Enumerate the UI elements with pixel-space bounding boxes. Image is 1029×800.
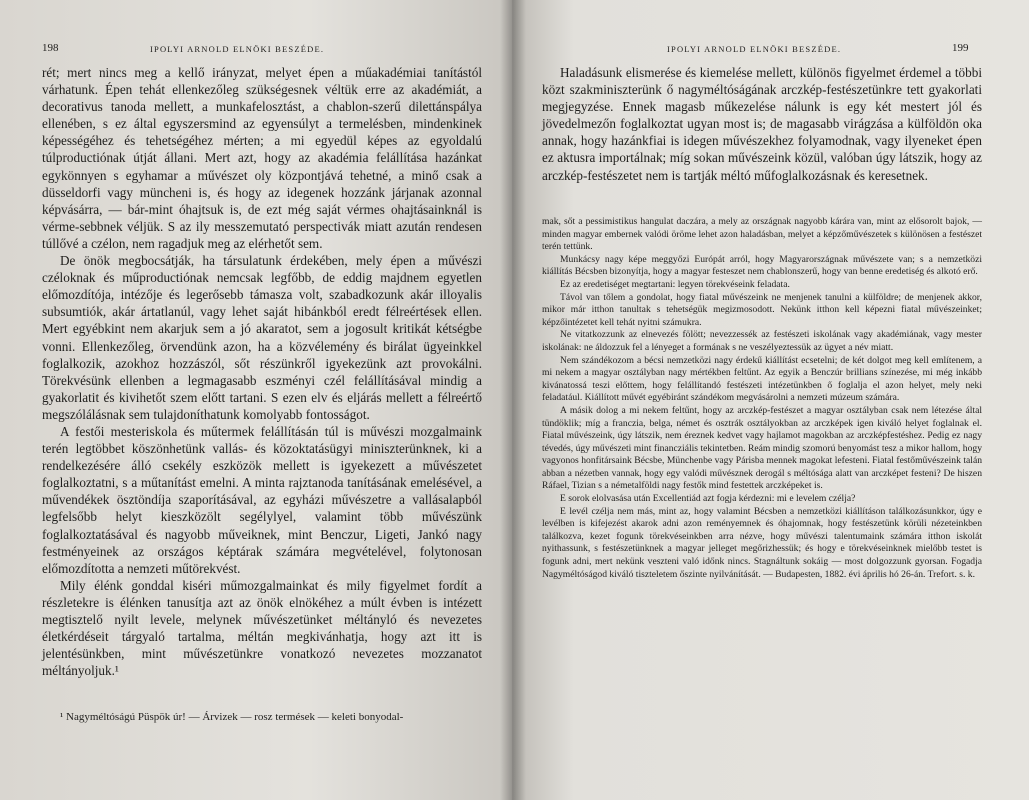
paragraph: Haladásunk elismerése és kiemelése mellett, különös figyelmet érdemel a többi közt szakminiszterünk ő nagyméltóságának arczkép-festészetünkre tett gyakorlati megjegyzése. Ennek magasb műkezelése nálunk is egy két mestert jól és jövedelmezőn foglalkoztat ugyan most is; de magasabb virágzása a külföldön oka annak, hogy hazánkfiai is idegen művészekhez folyamodnak, vagy ilyeneket épen ez aktusra importálnak; míg sokan művészeink közül, valóban úgy látszik, hogy az arczkép-festészetet nem is tartják méltó műfoglalkozásnak és keresetnek. — [542, 65, 982, 183]
paragraph: Távol van tőlem a gondolat, hogy fiatal művészeink ne menjenek tanulni a külföldre; de menjenek akkor, mikor már itthon tanultak s tehetségük megizmosodott. Nekünk itthon kell képezni fiatal művészeinket; képzőintézetet kell tehát nyitni számukra. — [542, 291, 982, 328]
paragraph: De önök megbocsátják, ha társulatunk érdekében, mely épen a művészi czéloknak és műproductiónak nemcsak legfőbb, de eddig majdnem egyetlen előmozdítója, intézője és legerősebb támasza volt, szabadkozunk akár illoyalis subsumtiók, akár ártatlanúl, vagy lehet saját hibánkból eredt félreértések ellen. Mert egyébkint nem akarjuk sem a jó akaratot, sem a jogosult kritikát kétségbe vonni. Ellenkezőleg, örvendünk azon, ha a közvélemény és birálat ügyeinkkel foglalkozik, azokhoz hozzászól, sőt részünkről igyekezünk azt provokálni. Törekvésünk ellenben a legmagasabb eszményi czél felállításával mindig a gyakorlatit és kivihetőt szem előtt tartani. S ezen elv és eljárás mellett a félreértő megszólálásnak sem tulajdoníthatunk komolyabb fontosságot. — [42, 253, 482, 422]
paragraph: A festői mesteriskola és műtermek felállításán túl is művészi mozgalmaink terén legtöbbet köszönhetünk vallás- és közoktatásügyi miniszterünknek, ki a rendelkezésére álló csekély eszközök mellett is igyekezett a művészetet foglalkoztatni, s a műtanítást emelni. A minta rajztanoda tanításának emelésével, a művendékek ösztöndíja szaporításával, az egyházi művészetre a vallásalapból legfelsőbb helyt kieszközölt segélylyel, valamint több művészünk foglalkoztatásával és nagyobb műveiknek, mint Benczur, Ligeti, Jankó nagy festményeinek az országos képtárak számára megvételével, folytonosan előmozdította a nemzeti műtörekvést. — [42, 423, 482, 576]
page-number: 198 — [42, 42, 59, 54]
left-page — [0, 0, 512, 800]
paragraph: mak, sőt a pessimistikus hangulat daczára, a mely az országnak nagyobb kárára van, mint az elősorolt bajok, — minden magyar embernek valódi öröme lehet azon haladásban, melyet a képzőművészetek s különösen a festészet terén tettünk. — [542, 216, 982, 253]
paragraph: Mily élénk gonddal kiséri műmozgalmainkat és mily figyelmet fordít a részletekre is élénken tanusítja azt az önök elnökéhez a múlt évben is intézett megtisztelő nyilt levele, melynek művészetünket méltányló és nevezetes életkérdéseit tárgyaló tartalma, méltán megkivánhatja, hogy azt itt is jelentésünkben, mint művészetünkre vonatkozó nevezetes mozzanatot méltányoljuk.¹ — [42, 577, 482, 679]
letter-text — [542, 216, 982, 581]
paragraph: Nem szándékozom a bécsi nemzetközi nagy érdekű kiállítást ecsetelni; de két dolgot meg kell említenem, a mi nekem a magyar osztályban nagy mértékben feltűnt. Az egyik a Benczúr brillians színezése, mi még inkább kivánatossá teszi előttem, hogy felállítandó festészeti intézetünkben ő foglalja el azon helyet, mely neki feladatául. Kiállított művét egyébiránt szándékom megvásárolni a nemzeti múzeum számára. — [542, 354, 982, 404]
paragraph: Ne vitatkozzunk az elnevezés fölött; nevezzessék az festészeti iskolának vagy akadémiának, vagy mester iskolának: ne áldozzuk fel a lényeget a formának s ne veszélyeztessük az ügyet a név miatt. — [542, 329, 982, 353]
paragraph: E sorok elolvasása után Excellentiád azt fogja kérdezni: mi e levelem czélja? — [560, 493, 856, 505]
paragraph: A másik dolog a mi nekem feltűnt, hogy az arczkép-festészet a magyar osztályban csak nem létezése által tündöklik; míg a franczia, belga, német és osztrák osztályokban az arczképek igen kiváló helyet foglalnak el. Fiatal művészeink, úgy látszik, nem éreznek kedvet vagy hajlamot magokban az arczképfestéshez. Pedig ez nagy tévedés, úgy művészeti mint financziális tekintetben. Reám mindig szomorú benyomást tesz a mikor hallom, hogy vagyonos honfitársaink Bécsbe, Münchenbe vagy Párisba mennek magokat lefesteni. Fiatal festőművészeink talán abban a nézetben vannak, hogy egy valódi művésznek derogál s méltósága alatt van arczképet festeni? De hiszen Ráfael, Tizian s a németalföldi nagy festők mind festettek arczképeket is. — [542, 404, 982, 492]
paragraph: E levél czélja nem más, mint az, hogy valamint Bécsben a nemzetközi kiállításon találkozásunkkor, úgy e levélben is kifejezést akarok adni azon reményemnek és óhajomnak, hogy festészetünk körüli nézeteinkben találkozva, kezet fogunk törekvéseinkben arra nézve, hogy művészi talentumaink számára itthon iskolát nyithassunk, s festészetünknek a magyar jelleget megőrizhessük; és hogy e törekvéseinknek mielőbb testet is fogunk adni, mert nekünk veszteni való időnk nincs. Stagnáltunk sokáig — most dolgozzunk gyorsan. Fogadja Nagyméltóságod kiváló tiszteletem őszinte nyilvánítását. — Budapesten, 1882. évi április hó 26-án. Trefort. s. k. — [542, 505, 982, 580]
book-gutter — [500, 0, 526, 800]
paragraph: Munkácsy nagy képe meggyőzi Európát arról, hogy Magyarországnak művészete van; s a nemzetközi kiállítás Bécsben bizonyítja, hogy a magyar festeszet nem chablonszerű, hogy van benne eredetiség és alkotó erő. — [542, 253, 982, 278]
running-head: IPOLYI ARNOLD ELNÖKI BESZÉDE. — [667, 44, 842, 54]
paragraph: rét; mert nincs meg a kellő irányzat, melyet épen a műakadémiai tanítástól várhatunk. Épen tehát ellenkezőleg szükségesnek véltük erre az akadémiát, a decorativus tanoda mellett, a munkafelosztást, a chablon-szerű dilettánspálya ellenében, s ez által egyszersmind az egyensúlyt a termelésben, mindenkinek képességéhez és tehetségéhez mérten; a mi egyedül képes az egyoldalú túlproductiónak útját állani. Mert azt, hogy az akadémia felállítása hazánkat egykönnyen s egyhamar a művészet oly központjává tehetné, a minő csak a düsseldorfi vagy müncheni is, és hogy az idegenek hozzánk járjanak azonnal képvásárra, — bár-mint óhajtsuk is, de ezt még saját vérmes ohajtásainknál is vérme-sebbnek véljük. S az ily messzemutató perspectivák miatt azután rendesen túllővé a czélon, nem ragadjuk meg az elérhetőt sem. — [42, 65, 482, 251]
running-head: IPOLYI ARNOLD ELNÖKI BESZÉDE. — [150, 44, 325, 54]
footnote: ¹ Nagyméltóságú Püspök úr! — Árvizek — rosz termések — keleti bonyodal- — [60, 711, 404, 723]
left-body-text — [42, 64, 482, 679]
right-body-text — [542, 64, 982, 184]
paragraph: Ez az eredetiséget megtartani: legyen törekvéseink feladata. — [560, 278, 790, 290]
right-page — [512, 0, 1029, 800]
page-number: 199 — [952, 42, 969, 54]
